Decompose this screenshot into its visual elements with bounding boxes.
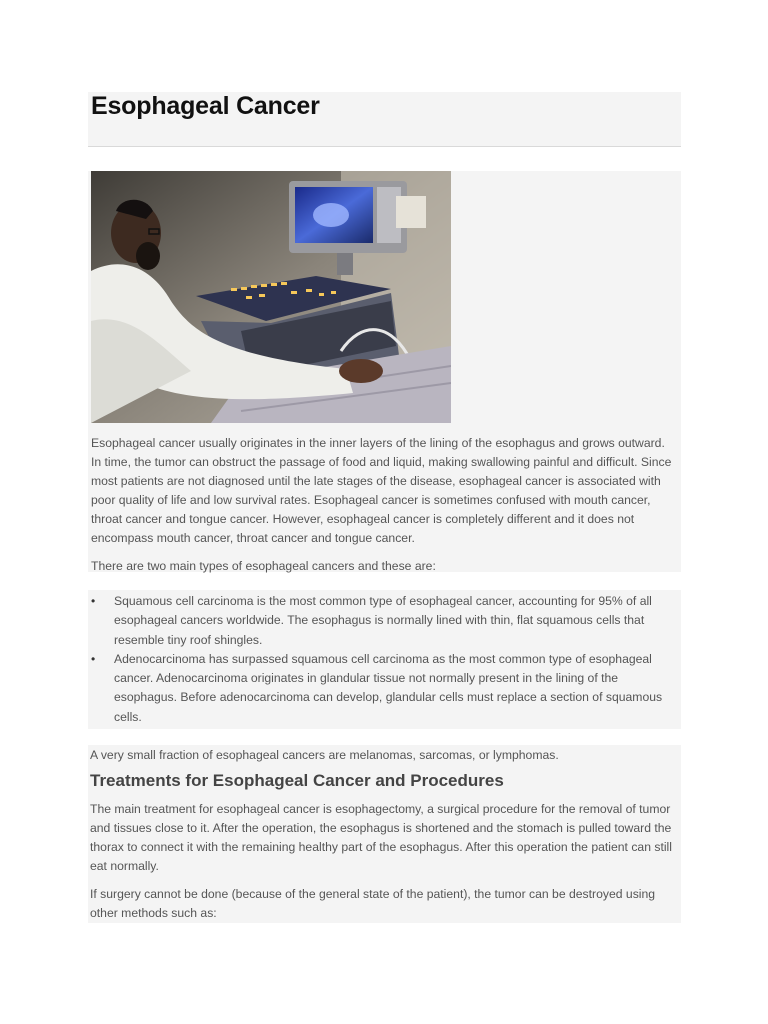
treatments-section — [88, 745, 681, 923]
cancer-types-list — [88, 592, 681, 727]
alternative-methods-paragraph: If surgery cannot be done (because of the general state of the patient), the tumor can be destroyed using other methods such as: — [90, 887, 656, 920]
types-list-section — [88, 590, 681, 729]
bullet-icon: • — [91, 594, 96, 608]
list-item-text: Squamous cell carcinoma is the most common type of esophageal cancer, accounting for 95% of all esophageal cancers worldwide. The esophagus is normally lined with thin, flat squamous cells that resemble tiny roof shingles. — [114, 594, 652, 647]
types-lead-paragraph: There are two main types of esophageal cancers and these are: — [91, 559, 436, 573]
treatments-heading: Treatments for Esophageal Cancer and Procedures — [90, 771, 504, 790]
intro-paragraph: Esophageal cancer usually originates in the inner layers of the lining of the esophagus and grows outward. In time, the tumor can obstruct the passage of food and liquid, making swallowing painful and difficult. Since most patients are not diagnosed until the late stages of the disease, esophageal cancer is associated with poor quality of life and low survival rates. Esophageal cancer is sometimes confused with mouth cancer, throat cancer and tongue cancer. However, esophageal cancer is completely different and it does not encompass mouth cancer, throat cancer and tongue cancer. — [91, 436, 672, 545]
intro-section — [88, 171, 681, 572]
page-title: Esophageal Cancer — [91, 92, 320, 120]
ultrasound-exam-illustration — [91, 171, 451, 423]
list-item — [88, 592, 681, 650]
treatment-paragraph: The main treatment for esophageal cancer is esophagectomy, a surgical procedure for the removal of tumor and tissues close to it. After the operation, the esophagus is shortened and the stomach is pulled toward the thorax to connect it with the remaining healthy part of the esophagus. After this operation the patient can still eat normally. — [90, 802, 672, 873]
list-item-text: Adenocarcinoma has surpassed squamous cell carcinoma as the most common type of esophageal cancer. Adenocarcinoma originates in glandular tissue not normally present in the lining of the esophagus. Before adenocarcinoma can develop, glandular cells must replace a section of squamous cells. — [114, 651, 663, 724]
title-block — [88, 92, 681, 147]
bullet-icon: • — [91, 651, 96, 666]
fraction-note: A very small fraction of esophageal cancers are melanomas, sarcomas, or lymphomas. — [90, 748, 559, 762]
ultrasound-exam-photo — [91, 171, 451, 423]
list-item — [88, 650, 681, 727]
